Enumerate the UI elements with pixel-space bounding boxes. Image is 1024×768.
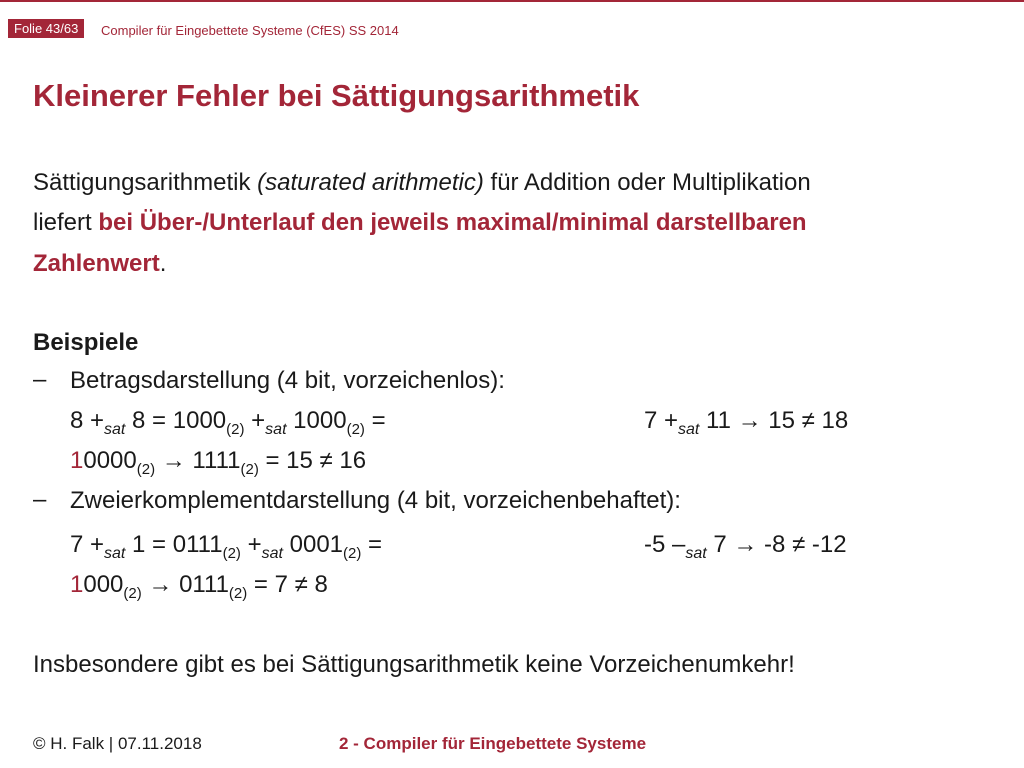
sat-subscript: sat — [104, 421, 126, 438]
intro-highlight: bei Über-/Unterlauf den jeweils maximal/minimal darstellbaren — [98, 209, 807, 236]
example2-right — [644, 530, 847, 560]
intro-text-tail: für Addition oder Multiplikation — [483, 169, 811, 196]
slide-number-tab: Folie 43/63 — [8, 19, 84, 38]
intro-text: Sättigungsarithmetik — [33, 169, 258, 196]
example2-left — [70, 530, 382, 560]
bullet-signed: Zweierkomplementdarstellung (4 bit, vorzeichenbehaftet): — [70, 487, 681, 514]
expr-part: + — [244, 407, 266, 434]
expr-part: 7 + — [70, 531, 105, 558]
course-title: Compiler für Eingebettete Systeme (CfES) SS 2014 — [101, 23, 399, 38]
expr-part: 0000 — [83, 447, 137, 474]
overflow-bit: 1 — [70, 571, 84, 598]
slide-title: Kleinerer Fehler bei Sättigungsarithmetik — [33, 78, 640, 113]
intro-line-1 — [33, 168, 811, 198]
expr-part: 1 = 0111 — [125, 531, 223, 558]
intro-line2-prefix: liefert — [33, 209, 99, 236]
example2-result — [70, 570, 328, 600]
base-subscript: (2) — [240, 461, 259, 478]
expr-part: = — [364, 407, 386, 434]
expr-part: = 7 ≠ 8 — [247, 571, 328, 598]
expr-part: = 15 ≠ 16 — [258, 447, 367, 474]
sat-subscript: sat — [104, 545, 126, 562]
bullet-dash: – — [33, 366, 47, 393]
expr-part: → 0111 — [141, 571, 229, 598]
footer-chapter: 2 - Compiler für Eingebettete Systeme — [339, 734, 647, 753]
expr-part: 1000 — [286, 407, 347, 434]
expr-part: 8 + — [70, 407, 105, 434]
intro-line-3 — [33, 249, 166, 279]
sat-subscript: sat — [678, 421, 700, 438]
expr-part: = — [361, 531, 383, 558]
base-subscript: (2) — [123, 585, 142, 602]
example1-right — [644, 406, 848, 436]
sat-subscript: sat — [685, 545, 707, 562]
example1-result — [70, 446, 366, 476]
top-rule — [0, 0, 1024, 2]
expr-part: 000 — [83, 571, 124, 598]
expr-part: 7 → -8 ≠ -12 — [706, 531, 847, 558]
base-subscript: (2) — [136, 461, 156, 478]
footer-author-date: © H. Falk | 07.11.2018 — [33, 734, 202, 753]
intro-period: . — [159, 250, 167, 277]
sat-subscript: sat — [261, 545, 283, 562]
expr-part: 7 + — [644, 407, 679, 434]
expr-part: 0001 — [282, 531, 344, 558]
conclusion: Insbesondere gibt es bei Sättigungsarithmetik keine Vorzeichenumkehr! — [33, 651, 795, 678]
base-subscript: (2) — [346, 421, 365, 438]
base-subscript: (2) — [228, 585, 248, 602]
intro-italic-term: (saturated arithmetic) — [257, 169, 484, 196]
expr-part: + — [240, 531, 262, 558]
intro-line-2 — [33, 208, 807, 238]
overflow-bit: 1 — [70, 447, 84, 474]
base-subscript: (2) — [226, 421, 245, 438]
examples-heading: Beispiele — [33, 329, 139, 356]
bullet-dash: – — [33, 486, 47, 513]
expr-part: → 1111 — [155, 447, 241, 474]
expr-part: -5 – — [644, 531, 686, 558]
base-subscript: (2) — [343, 545, 362, 562]
example1-left — [70, 406, 386, 436]
expr-part: 11 → 15 ≠ 18 — [699, 407, 849, 434]
intro-highlight-end: Zahlenwert — [33, 250, 160, 277]
expr-part: 8 = 1000 — [125, 407, 227, 434]
base-subscript: (2) — [222, 545, 241, 562]
bullet-unsigned: Betragsdarstellung (4 bit, vorzeichenlos): — [70, 367, 505, 394]
sat-subscript: sat — [265, 421, 287, 438]
